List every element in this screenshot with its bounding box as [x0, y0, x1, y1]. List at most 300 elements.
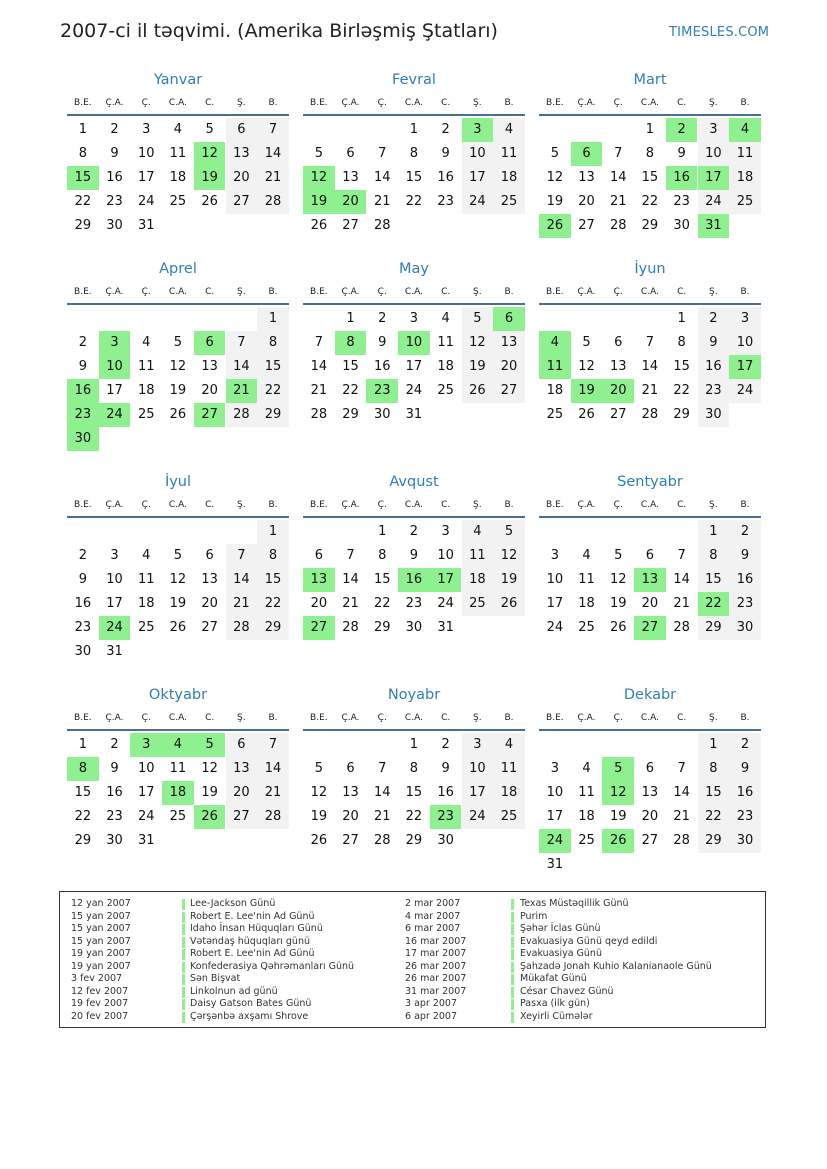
weekday-label: Ç. — [613, 98, 623, 108]
day-cell: 21 — [310, 383, 328, 398]
day-cell: 22 — [405, 809, 423, 824]
day-cell: 21 — [257, 166, 289, 190]
holiday-day-cell: 17 — [729, 355, 761, 379]
day-cell: 22 — [405, 194, 423, 209]
day-cell: 19 — [201, 785, 218, 800]
holiday-marker — [182, 999, 185, 1010]
day-cell: 12 — [169, 572, 187, 587]
day-cell: 1 — [409, 737, 419, 752]
weekday-label: B. — [504, 98, 514, 108]
month-title: Oktyabr — [148, 687, 208, 703]
holiday-date: 31 mar 2007 — [405, 985, 467, 997]
holiday-name: Vətəndaş hüquqları günü — [190, 935, 310, 947]
weekday-label: Ç. — [141, 287, 151, 297]
day-cell: 19 — [310, 809, 328, 824]
holiday-date: 19 yan 2007 — [71, 948, 131, 959]
holiday-marker — [511, 949, 514, 960]
holiday-day-cell: 4 — [162, 733, 194, 757]
holiday-day-cell: 26 — [539, 214, 571, 238]
day-cell: 2 — [378, 311, 387, 326]
day-cell: 8 — [257, 331, 289, 355]
day-cell: 2 — [110, 122, 119, 137]
day-cell: 26 — [169, 407, 187, 422]
weekday-label: C.A. — [640, 98, 659, 108]
weekday-label: Ç.A. — [341, 287, 360, 297]
day-cell: 17 — [405, 359, 423, 374]
day-cell: 14 — [609, 170, 627, 185]
holiday-day-cell: 4 — [539, 331, 571, 355]
weekday-label: Ş. — [237, 500, 246, 510]
day-cell: 13 — [226, 142, 258, 166]
holiday-day-cell: 27 — [634, 616, 666, 640]
weekday-label: C. — [205, 500, 215, 510]
day-cell: 22 — [641, 194, 659, 209]
weekday-label: Ş. — [709, 713, 718, 723]
day-cell: 11 — [137, 359, 155, 374]
day-cell: 1 — [78, 737, 87, 752]
day-cell: 26 — [310, 218, 328, 233]
holiday-day-cell: 5 — [194, 733, 226, 757]
weekday-label: Ş. — [237, 713, 246, 723]
day-cell: 2 — [78, 335, 87, 350]
day-cell: 6 — [645, 548, 655, 563]
holiday-day-cell: 11 — [539, 355, 571, 379]
holiday-marker — [511, 899, 514, 910]
day-cell: 21 — [641, 383, 659, 398]
day-cell: 22 — [373, 596, 391, 611]
holiday-day-cell: 24 — [99, 403, 131, 427]
day-cell: 15 — [405, 170, 423, 185]
day-cell: 25 — [546, 407, 564, 422]
weekday-label: B. — [504, 713, 514, 723]
site-brand-link[interactable]: TIMESLES.COM — [669, 25, 770, 40]
holiday-date: 19 yan 2007 — [71, 960, 131, 972]
weekday-label: B.E. — [546, 287, 564, 297]
weekday-label: C. — [677, 98, 687, 108]
day-cell: 8 — [645, 146, 655, 161]
day-cell: 17 — [546, 809, 564, 824]
day-cell: 20 — [201, 596, 218, 611]
month-title: Aprel — [159, 261, 197, 277]
day-cell: 11 — [493, 757, 525, 781]
weekday-label: Ç. — [377, 500, 387, 510]
day-cell: 19 — [462, 355, 494, 379]
day-cell: 19 — [609, 596, 627, 611]
day-cell: 29 — [342, 407, 359, 422]
holiday-day-cell: 27 — [303, 616, 335, 640]
holiday-name: Robert E. Lee'nin Ad Günü — [190, 948, 315, 959]
weekday-label: Ş. — [473, 713, 482, 723]
holiday-marker — [511, 1012, 514, 1023]
header-rule — [539, 729, 761, 731]
holiday-day-cell: 20 — [335, 190, 367, 214]
weekday-label: C.A. — [640, 500, 659, 510]
day-cell: 23 — [405, 596, 423, 611]
holiday-day-cell: 31 — [698, 214, 730, 238]
weekday-label: B.E. — [74, 98, 92, 108]
weekday-label: C. — [677, 713, 687, 723]
holiday-day-cell: 27 — [194, 403, 226, 427]
day-cell: 24 — [137, 194, 155, 209]
day-cell: 15 — [342, 359, 359, 374]
day-cell: 25 — [169, 194, 187, 209]
holiday-name: Sən Bişvat — [190, 973, 241, 984]
day-cell: 1 — [645, 122, 655, 137]
weekday-label: B. — [268, 713, 278, 723]
holiday-date: 15 yan 2007 — [71, 910, 131, 922]
day-cell: 22 — [257, 592, 289, 616]
day-cell: 29 — [257, 403, 289, 427]
day-cell: 21 — [373, 809, 391, 824]
day-cell: 21 — [673, 809, 690, 824]
day-cell: 18 — [546, 383, 564, 398]
day-cell: 30 — [106, 833, 123, 848]
day-cell: 12 — [546, 170, 564, 185]
holiday-name: Konfederasiya Qəhrəmanları Günü — [190, 960, 355, 972]
day-cell: 28 — [641, 407, 659, 422]
holiday-marker — [511, 974, 514, 985]
weekday-label: B.E. — [546, 98, 564, 108]
day-cell: 17 — [137, 785, 155, 800]
holiday-day-cell: 3 — [462, 118, 494, 142]
day-cell: 7 — [346, 548, 355, 563]
weekday-label: Ş. — [237, 98, 246, 108]
day-cell: 1 — [378, 524, 387, 539]
holiday-name: Çərşənbə axşamı Shrove — [190, 1010, 309, 1022]
day-cell: 14 — [342, 572, 359, 587]
day-cell: 29 — [373, 620, 391, 635]
day-cell: 11 — [462, 544, 494, 568]
day-cell: 3 — [698, 118, 730, 142]
weekday-label: Ç. — [613, 500, 623, 510]
day-cell: 27 — [493, 379, 525, 403]
weekday-label: Ç.A. — [577, 500, 596, 510]
day-cell: 16 — [373, 359, 391, 374]
holiday-day-cell: 12 — [602, 781, 634, 805]
day-cell: 25 — [137, 620, 155, 635]
weekday-label: Ş. — [709, 98, 718, 108]
weekday-label: B. — [504, 500, 514, 510]
day-cell: 9 — [441, 761, 450, 776]
day-cell: 17 — [106, 596, 123, 611]
day-cell: 18 — [578, 809, 595, 824]
day-cell: 29 — [698, 829, 730, 853]
month-title: İyun — [634, 261, 666, 277]
day-cell: 21 — [257, 781, 289, 805]
holiday-day-cell: 15 — [67, 166, 99, 190]
holiday-marker — [182, 949, 185, 960]
day-cell: 5 — [314, 761, 323, 776]
header-rule — [303, 303, 525, 305]
weekday-label: C.A. — [404, 713, 423, 723]
day-cell: 29 — [405, 833, 423, 848]
day-cell: 30 — [673, 218, 690, 233]
day-cell: 12 — [169, 359, 187, 374]
day-cell: 28 — [373, 218, 391, 233]
day-cell: 21 — [226, 592, 258, 616]
day-cell: 25 — [462, 592, 494, 616]
day-cell: 21 — [342, 596, 359, 611]
day-cell: 24 — [462, 805, 494, 829]
holiday-day-cell: 5 — [602, 757, 634, 781]
day-cell: 27 — [578, 218, 595, 233]
day-cell: 16 — [729, 781, 761, 805]
day-cell: 4 — [142, 548, 151, 563]
day-cell: 6 — [614, 335, 623, 350]
day-cell: 11 — [169, 146, 187, 161]
header-rule — [303, 729, 525, 731]
holiday-day-cell: 12 — [303, 166, 335, 190]
day-cell: 23 — [437, 194, 454, 209]
weekday-label: Ş. — [237, 287, 246, 297]
day-cell: 22 — [342, 383, 359, 398]
day-cell: 20 — [578, 194, 595, 209]
day-cell: 21 — [673, 596, 690, 611]
day-cell: 25 — [137, 407, 155, 422]
weekday-label: C.A. — [404, 98, 423, 108]
holiday-day-cell: 20 — [602, 379, 634, 403]
day-cell: 12 — [493, 544, 525, 568]
day-cell: 3 — [550, 761, 559, 776]
holiday-marker — [182, 974, 185, 985]
day-cell: 12 — [462, 331, 494, 355]
day-cell: 21 — [373, 194, 391, 209]
day-cell: 10 — [137, 146, 155, 161]
month-title: Sentyabr — [617, 474, 683, 490]
day-cell: 19 — [546, 194, 564, 209]
weekday-label: B.E. — [310, 98, 328, 108]
day-cell: 1 — [346, 311, 355, 326]
day-cell: 2 — [78, 548, 87, 563]
day-cell: 27 — [342, 218, 359, 233]
holiday-day-cell: 17 — [430, 568, 462, 592]
weekday-label: C.A. — [404, 500, 423, 510]
month-title: Avqust — [389, 474, 439, 490]
day-cell: 20 — [641, 809, 659, 824]
day-cell: 22 — [74, 809, 92, 824]
day-cell: 30 — [729, 616, 761, 640]
weekday-label: Ş. — [709, 500, 718, 510]
holiday-day-cell: 3 — [130, 733, 162, 757]
day-cell: 24 — [137, 809, 155, 824]
day-cell: 20 — [493, 355, 525, 379]
day-cell: 9 — [729, 757, 761, 781]
day-cell: 2 — [409, 524, 419, 539]
day-cell: 29 — [74, 833, 92, 848]
day-cell: 3 — [462, 733, 494, 757]
day-cell: 26 — [578, 407, 595, 422]
day-cell: 25 — [729, 190, 761, 214]
holiday-day-cell: 21 — [226, 379, 258, 403]
day-cell: 14 — [373, 170, 391, 185]
day-cell: 8 — [677, 335, 686, 350]
holiday-date: 20 fev 2007 — [71, 1010, 129, 1022]
day-cell: 28 — [226, 403, 258, 427]
header-rule — [67, 729, 289, 731]
holiday-marker — [182, 924, 185, 935]
day-cell: 15 — [641, 170, 659, 185]
holiday-day-cell: 10 — [99, 355, 131, 379]
day-cell: 22 — [673, 383, 690, 398]
day-cell: 25 — [493, 805, 525, 829]
day-cell: 27 — [226, 805, 258, 829]
day-cell: 1 — [698, 733, 730, 757]
weekday-label: B.E. — [74, 287, 92, 297]
day-cell: 27 — [609, 407, 627, 422]
day-cell: 31 — [405, 407, 423, 422]
holiday-marker — [182, 899, 185, 910]
holiday-date: 3 apr 2007 — [405, 998, 458, 1009]
day-cell: 2 — [729, 733, 761, 757]
weekday-label: B. — [504, 287, 514, 297]
day-cell: 10 — [462, 142, 494, 166]
month-title: İyul — [164, 474, 192, 490]
weekday-label: B. — [740, 98, 750, 108]
holiday-name: Pasxa (ilk gün) — [520, 998, 590, 1009]
day-cell: 9 — [78, 359, 87, 374]
day-cell: 18 — [578, 596, 595, 611]
day-cell: 28 — [310, 407, 328, 422]
holiday-day-cell: 23 — [366, 379, 398, 403]
day-cell: 21 — [609, 194, 627, 209]
day-cell: 4 — [582, 761, 591, 776]
holiday-date: 26 mar 2007 — [405, 973, 467, 984]
day-cell: 23 — [698, 379, 730, 403]
day-cell: 13 — [578, 170, 595, 185]
day-cell: 22 — [74, 194, 92, 209]
day-cell: 28 — [373, 833, 391, 848]
day-cell: 29 — [641, 218, 659, 233]
day-cell: 20 — [310, 596, 328, 611]
day-cell: 28 — [342, 620, 359, 635]
day-cell: 18 — [729, 166, 761, 190]
holiday-day-cell: 16 — [398, 568, 430, 592]
weekday-label: Ç. — [377, 98, 387, 108]
day-cell: 23 — [729, 805, 761, 829]
day-cell: 16 — [106, 170, 123, 185]
day-cell: 9 — [78, 572, 87, 587]
holiday-name: Linkolnun ad günü — [190, 985, 278, 997]
day-cell: 5 — [173, 335, 183, 350]
day-cell: 14 — [673, 572, 690, 587]
day-cell: 9 — [378, 335, 387, 350]
header-rule — [539, 516, 761, 518]
day-cell: 15 — [257, 355, 289, 379]
day-cell: 16 — [437, 785, 454, 800]
header-rule — [303, 516, 525, 518]
holiday-day-cell: 12 — [194, 142, 226, 166]
month-title: Yanvar — [153, 72, 203, 88]
day-cell: 7 — [257, 733, 289, 757]
day-cell: 20 — [226, 166, 258, 190]
day-cell: 15 — [373, 572, 391, 587]
weekday-label: B.E. — [310, 287, 328, 297]
day-cell: 1 — [698, 520, 730, 544]
day-cell: 9 — [729, 544, 761, 568]
holiday-name: Robert E. Lee'nin Ad Günü — [190, 910, 315, 922]
weekday-label: C. — [205, 287, 215, 297]
day-cell: 13 — [493, 331, 525, 355]
day-cell: 10 — [546, 572, 564, 587]
weekday-label: C.A. — [640, 287, 659, 297]
day-cell: 5 — [205, 122, 214, 137]
day-cell: 24 — [405, 383, 423, 398]
day-cell: 31 — [137, 833, 155, 848]
day-cell: 8 — [698, 544, 730, 568]
holiday-name: Texas Müstəqillik Günü — [520, 898, 629, 909]
day-cell: 30 — [729, 829, 761, 853]
day-cell: 23 — [106, 194, 123, 209]
day-cell: 30 — [106, 218, 123, 233]
holiday-date: 15 yan 2007 — [71, 923, 131, 934]
holiday-date: 17 mar 2007 — [405, 948, 467, 959]
holiday-day-cell: 26 — [602, 829, 634, 853]
day-cell: 6 — [346, 146, 355, 161]
day-cell: 2 — [110, 737, 119, 752]
weekday-label: Ç.A. — [105, 500, 124, 510]
holiday-day-cell: 2 — [666, 118, 698, 142]
day-cell: 14 — [673, 785, 690, 800]
day-cell: 12 — [201, 761, 218, 776]
day-cell: 5 — [493, 520, 525, 544]
day-cell: 25 — [578, 833, 595, 848]
holiday-day-cell: 30 — [67, 427, 99, 451]
month-title: May — [399, 261, 429, 277]
day-cell: 26 — [310, 833, 328, 848]
day-cell: 6 — [226, 733, 258, 757]
day-cell: 7 — [226, 331, 258, 355]
day-cell: 13 — [201, 359, 218, 374]
day-cell: 29 — [673, 407, 690, 422]
day-cell: 4 — [462, 520, 494, 544]
day-cell: 16 — [437, 170, 454, 185]
weekday-label: C.A. — [168, 98, 187, 108]
day-cell: 17 — [546, 596, 564, 611]
holiday-day-cell: 24 — [99, 616, 131, 640]
day-cell: 3 — [550, 548, 559, 563]
weekday-label: Ç. — [377, 287, 387, 297]
day-cell: 8 — [257, 544, 289, 568]
weekday-label: Ç.A. — [577, 287, 596, 297]
day-cell: 16 — [729, 568, 761, 592]
day-cell: 12 — [578, 359, 595, 374]
holiday-name: Lee-Jackson Günü — [190, 898, 276, 909]
day-cell: 1 — [78, 122, 87, 137]
holiday-date: 12 fev 2007 — [71, 985, 129, 997]
holiday-marker — [511, 962, 514, 973]
day-cell: 5 — [173, 548, 183, 563]
weekday-label: B.E. — [74, 713, 92, 723]
day-cell: 10 — [462, 757, 494, 781]
day-cell: 12 — [609, 572, 627, 587]
weekday-label: C.A. — [404, 287, 423, 297]
weekday-label: C.A. — [168, 500, 187, 510]
holiday-name: Evakuasiya Günü — [520, 948, 602, 959]
holiday-day-cell: 22 — [698, 592, 730, 616]
weekday-label: Ş. — [473, 500, 482, 510]
weekday-label: C. — [441, 713, 451, 723]
page-title: 2007-ci il təqvimi. (Amerika Birləşmiş Ştatları) — [60, 20, 498, 42]
weekday-label: Ç.A. — [105, 713, 124, 723]
weekday-label: Ç. — [613, 287, 623, 297]
day-cell: 6 — [205, 548, 214, 563]
day-cell: 14 — [226, 568, 258, 592]
day-cell: 6 — [645, 761, 655, 776]
day-cell: 7 — [378, 146, 387, 161]
day-cell: 4 — [493, 733, 525, 757]
day-cell: 17 — [462, 166, 494, 190]
weekday-label: Ş. — [473, 98, 482, 108]
